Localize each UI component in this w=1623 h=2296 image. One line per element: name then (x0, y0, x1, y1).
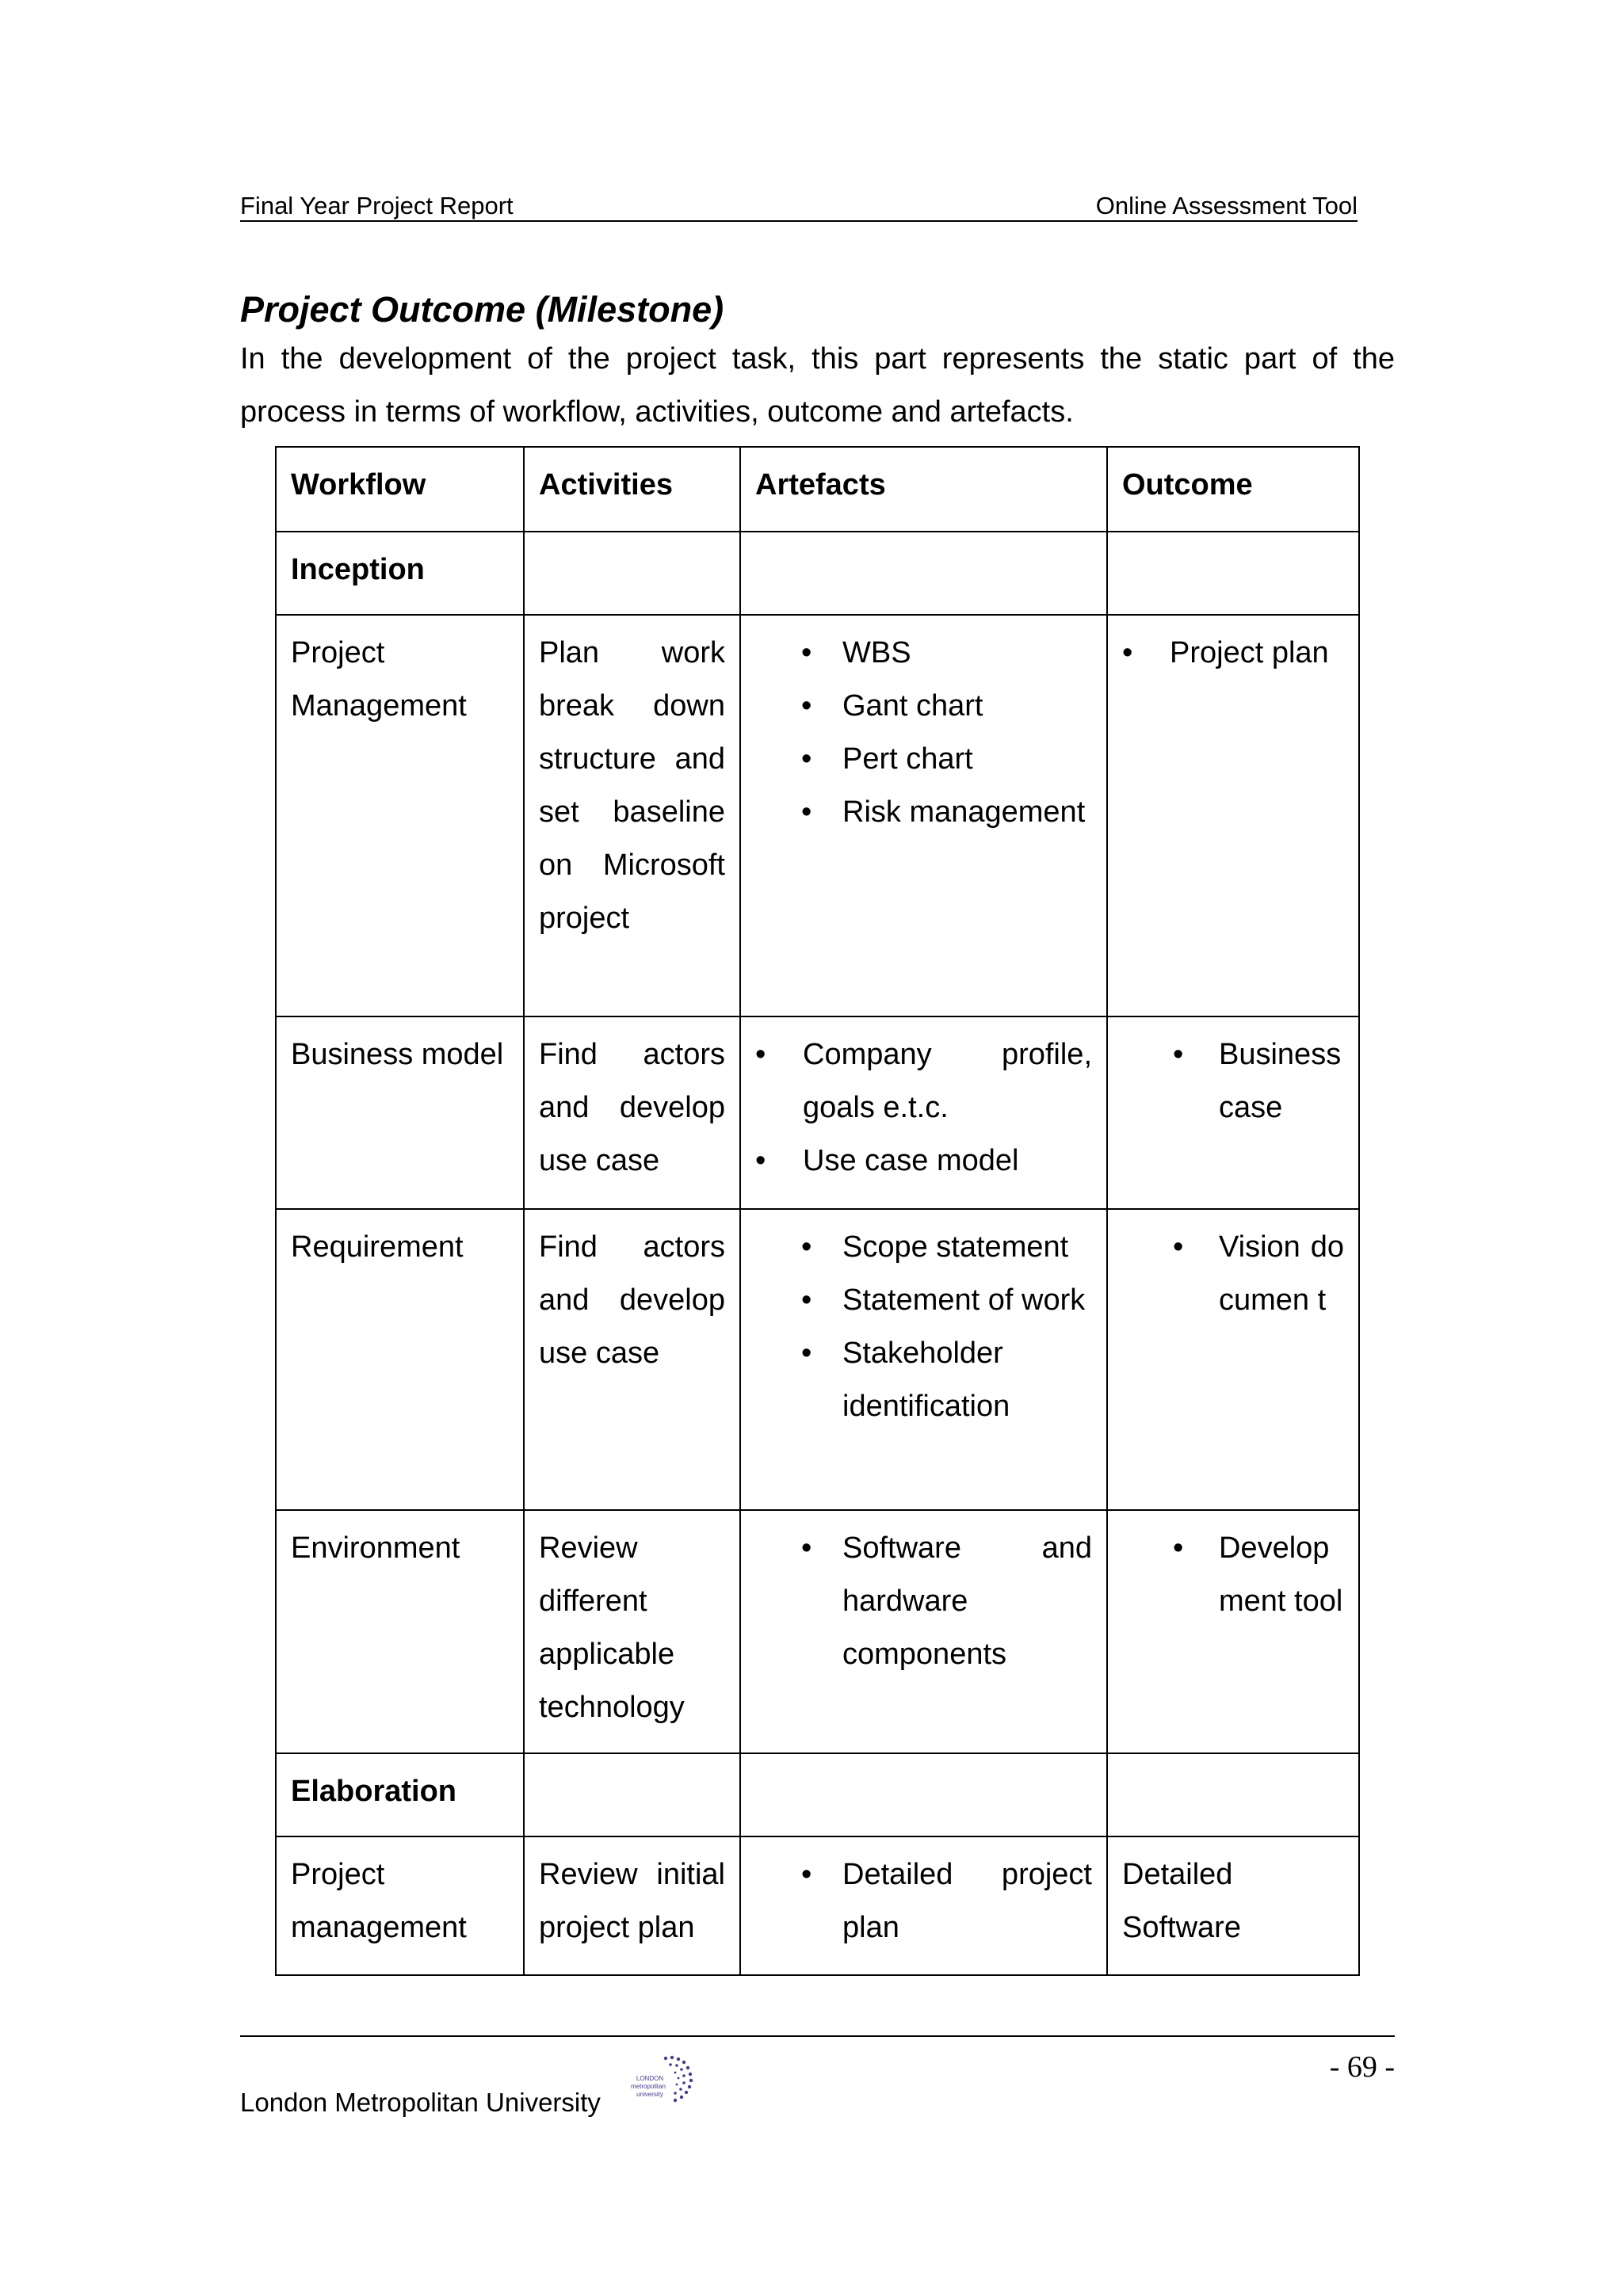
empty-cell (740, 1753, 1107, 1836)
page-number: - 69 - (1329, 2050, 1395, 2084)
cell-artefacts (740, 615, 1107, 1016)
artefact-item: • Risk management (755, 786, 1092, 839)
artefact-item: • Stakeholder identification (755, 1327, 1092, 1433)
logo-text-line: LONDON (636, 2075, 664, 2082)
intro-paragraph: In the development of the project task, this part represents the static part of the process in terms of workflow, activities, outcome and artefacts. (240, 342, 1395, 429)
outcome-item: • Business case (1122, 1028, 1344, 1135)
phase-row-inception (276, 532, 1359, 615)
cell-activities: Find actors and develop use case (524, 1209, 740, 1510)
header-left-text: Final Year Project Report (240, 192, 514, 219)
artefact-item: • WBS (755, 627, 1092, 680)
cell-activities: Review initial project plan (524, 1836, 740, 1975)
outcome-item: • Vision documen t (1122, 1221, 1344, 1327)
table-row (276, 1836, 1359, 1975)
phase-row-elaboration (276, 1753, 1359, 1836)
cell-workflow: Environment (276, 1510, 524, 1753)
table-row (276, 1209, 1359, 1510)
cell-workflow: Project management (276, 1836, 524, 1975)
table-row (276, 1510, 1359, 1753)
outcome-item: • Project plan (1122, 627, 1344, 680)
cell-artefacts (740, 1836, 1107, 1975)
phase-label-inception: Inception (276, 532, 524, 615)
table-row (276, 615, 1359, 1016)
cell-activities: Review different applicable technology (524, 1510, 740, 1753)
logo-text-line: metropolitan (630, 2083, 666, 2090)
empty-cell (524, 1753, 740, 1836)
university-logo (617, 2054, 699, 2109)
artefact-item: • Use case model (755, 1135, 1092, 1188)
header-right-text: Online Assessment Tool (1095, 192, 1358, 219)
artefact-item: • Statement of work (755, 1274, 1092, 1327)
artefact-item: • Company profile, goals e.t.c. (755, 1028, 1092, 1135)
empty-cell (1107, 1753, 1359, 1836)
cell-artefacts (740, 1016, 1107, 1209)
cell-workflow: Project Management (276, 615, 524, 1016)
cell-outcome: Detailed Software (1107, 1836, 1359, 1975)
cell-outcome (1107, 1510, 1359, 1753)
cell-artefacts (740, 1510, 1107, 1753)
empty-cell (740, 532, 1107, 615)
cell-workflow: Requirement (276, 1209, 524, 1510)
empty-cell (524, 532, 740, 615)
header-artefacts: Artefacts (740, 447, 1107, 532)
logo-text-line: university (636, 2091, 663, 2098)
cell-activities: Plan work break down structure and set baseline on Microsoft project (524, 615, 740, 1016)
table-row (276, 1016, 1359, 1209)
header-activities: Activities (524, 447, 740, 532)
artefact-item: • Detailed project plan (755, 1848, 1092, 1955)
section-title: Project Outcome (Milestone) (240, 289, 724, 330)
footer-rule (240, 2035, 1395, 2037)
outcome-item: • Develop ment tool (1122, 1522, 1344, 1628)
cell-outcome (1107, 1016, 1359, 1209)
header-rule (240, 220, 1358, 222)
phase-label-elaboration: Elaboration (276, 1753, 524, 1836)
header-workflow: Workflow (276, 447, 524, 532)
footer-institution: London Metropolitan University (240, 2088, 601, 2117)
cell-activities: Find actors and develop use case (524, 1016, 740, 1209)
header-outcome: Outcome (1107, 447, 1359, 532)
artefact-item: • Software and hardware components (755, 1522, 1092, 1681)
milestone-table (275, 446, 1360, 1976)
cell-artefacts (740, 1209, 1107, 1510)
cell-outcome (1107, 1209, 1359, 1510)
artefact-item: • Pert chart (755, 733, 1092, 786)
artefact-item: • Gant chart (755, 680, 1092, 733)
empty-cell (1107, 532, 1359, 615)
cell-workflow: Business model (276, 1016, 524, 1209)
table-header-row (276, 447, 1359, 532)
artefact-item: • Scope statement (755, 1221, 1092, 1274)
cell-outcome (1107, 615, 1359, 1016)
